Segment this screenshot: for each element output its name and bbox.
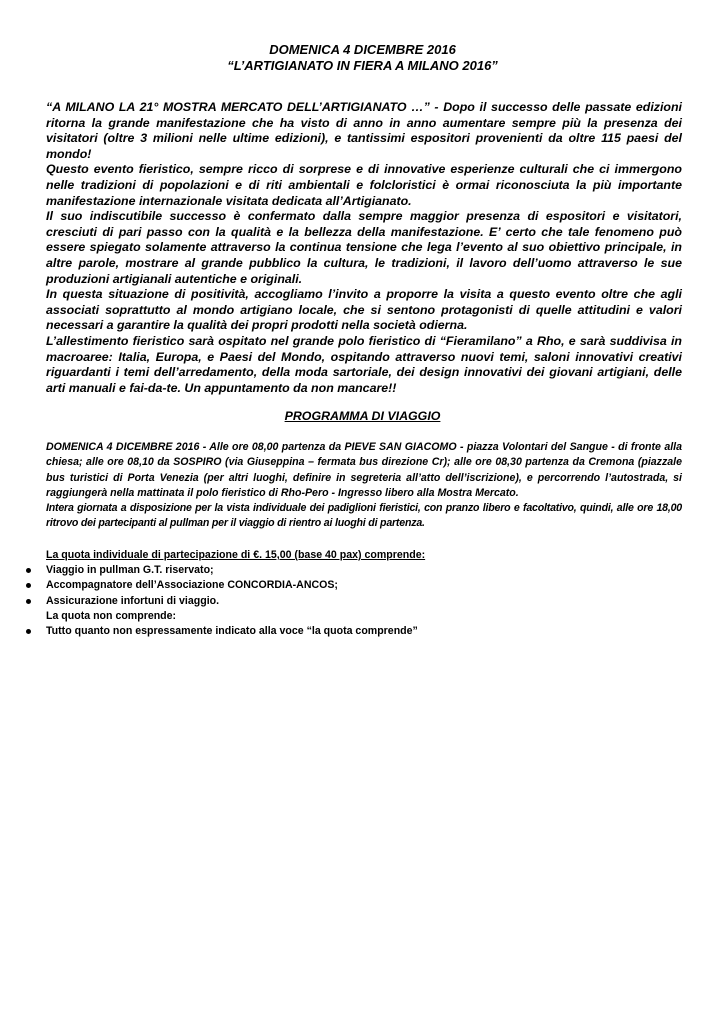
program-paragraph: DOMENICA 4 DICEMBRE 2016 - Alle ore 08,00 partenza da PIEVE SAN GIACOMO - piazza Volontari del Sangue - di fronte alla chiesa; alle ore 08,10 da SOSPIRO (via Giuseppina – fermata bus direzione Cr); alle ore 08,30 partenza da Cremona (piazzale bus turistici di Porta Venezia (per altri luoghi, definire in segreteria all’atto dell’iscrizione), e percorrendo l’autostrada, si raggiungerà nella mattinata il polo fieristico di Rho-Pero - Ingresso libero alla Mostra Mercato. [46, 441, 682, 499]
bullet-icon [26, 599, 31, 604]
program-text [46, 440, 682, 532]
program-paragraph: Intera giornata a disposizione per la vista individuale dei padiglioni fieristici, con pranzo libero e facoltativo, quindi, alle ore 18,00 ritrovo dei partecipanti al pullman per il viaggio di rientro ai luoghi di partenza. [46, 502, 682, 530]
event-name-title: “L’ARTIGIANATO IN FIERA A MILANO 2016” [227, 58, 498, 73]
program-title: PROGRAMMA DI VIAGGIO [284, 409, 441, 423]
quota-includes-list [46, 563, 682, 609]
list-item-text: Accompagnatore dell’Associazione CONCORDIA-ANCOS; [46, 579, 338, 592]
intro-text [46, 100, 682, 396]
list-item-text: Viaggio in pullman G.T. riservato; [46, 564, 214, 577]
quota-excludes-list [46, 624, 682, 639]
intro-paragraph: Il suo indiscutibile successo è confermato dalla sempre maggior presenza di espositori e visitatori, cresciuti di pari passo con la qualità e la bellezza della manifestazione. E’ certo che tale fenomeno può essere spiegato solamente attraverso la continua tensione che lega l’evento al suo obiettivo principale, in altre parole, mostrare al grande pubblico la cultura, le tradizioni, il lavoro dell’uomo attraverso le sue produzioni artigianali autentiche e originali. [46, 209, 682, 286]
list-item-text: Tutto quanto non espressamente indicato alla voce “la quota comprende” [46, 625, 418, 638]
intro-paragraph: In questa situazione di positività, accogliamo l’invito a proporre la visita a questo evento oltre che agli associati soprattutto al mondo artigiano locale, che si sentono protagonisti di quelle attitudini e valori necessari a garantire la qualità dei propri prodotti nella società odierna. [46, 287, 682, 333]
list-item-text: Assicurazione infortuni di viaggio. [46, 594, 220, 607]
bullet-icon [26, 583, 31, 588]
quota-section [46, 548, 682, 639]
event-date-title: DOMENICA 4 DICEMBRE 2016 [269, 42, 456, 57]
intro-paragraph: “A MILANO LA 21° MOSTRA MERCATO DELL’ARTIGIANATO …” - Dopo il successo delle passate edizioni ritorna la grande manifestazione che ha visto di anno in anno aumentare sempre più la presenza dei visitatori (oltre 3 milioni nelle ultime edizioni), e tantissimi espositori provenienti da oltre 115 paesi del mondo! [46, 100, 682, 161]
list-item [46, 624, 682, 639]
quota-excludes-heading: La quota non comprende: [46, 609, 177, 622]
list-item [46, 578, 682, 593]
bullet-icon [26, 629, 31, 634]
intro-paragraph: L’allestimento fieristico sarà ospitato nel grande polo fieristico di “Fieramilano” a Rho, e sarà suddivisa in macroaree: Italia, Europa, e Paesi del Mondo, ospitando attraverso nuovi temi, saloni innovativi creativi riguardanti i temi dell’arredamento, della moda sartoriale, dei design innovativi dei giovani artigiani, delle arti manuali e fai-da-te. Un appuntamento da non mancare!! [46, 333, 682, 395]
quota-heading: La quota individuale di partecipazione di €. 15,00 (base 40 pax) comprende: [46, 549, 426, 561]
bullet-icon [26, 568, 31, 573]
list-item [46, 594, 682, 609]
list-item [46, 563, 682, 578]
intro-paragraph: Questo evento fieristico, sempre ricco di sorprese e di innovative esperienze culturali che ci immergono nelle tradizioni di popolazioni e di riti ambientali e folcloristici è ormai riconosciuta la più importante manifestazione internazionale visitata dedicata all’Artigianato. [46, 162, 682, 208]
